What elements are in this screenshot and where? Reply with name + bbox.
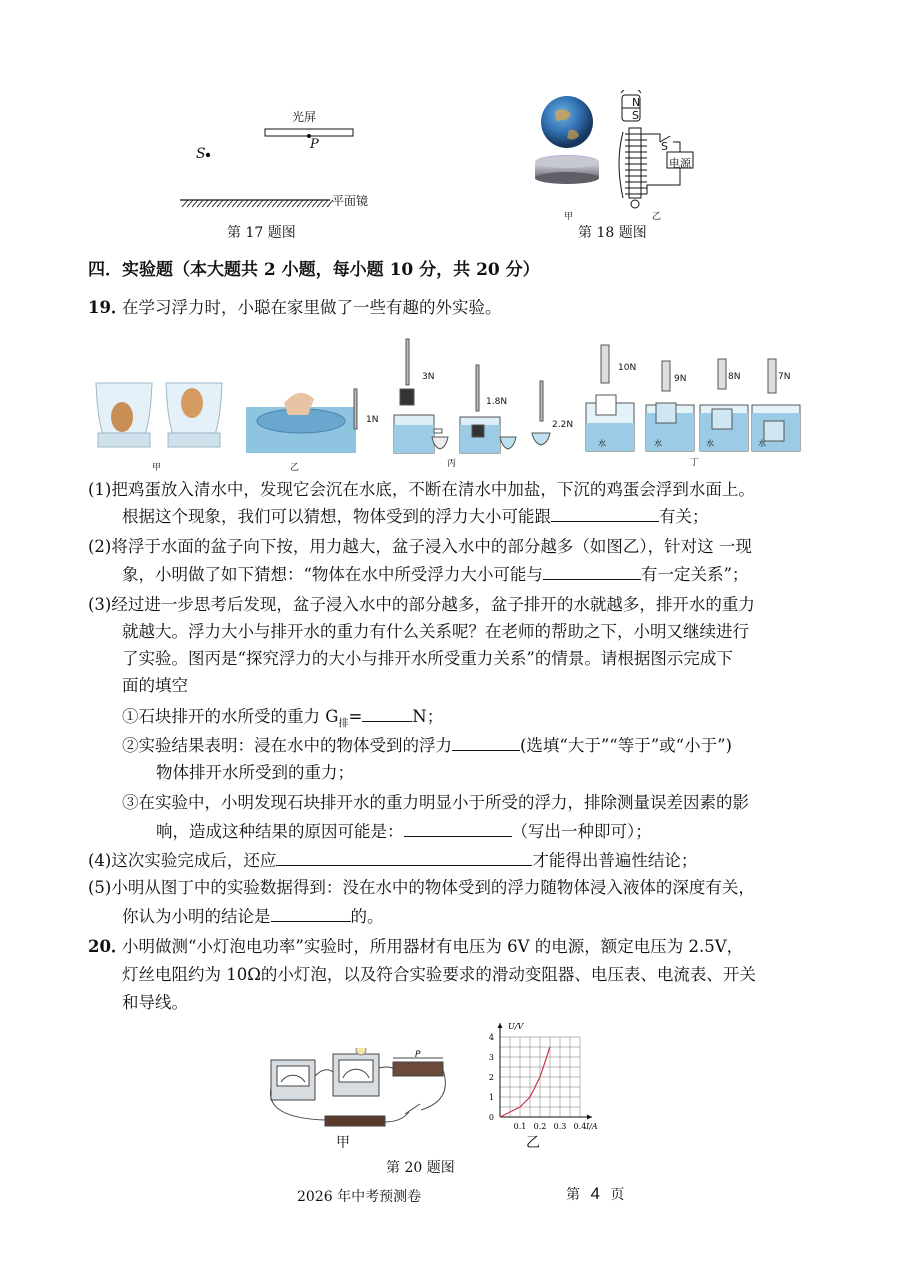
figure-18-caption: 第 18 题图	[578, 225, 647, 241]
q19-part3-line4: 面的填空	[122, 676, 188, 695]
bing-reading-2: 3N	[422, 372, 435, 382]
q20-line1: 小明做测“小灯泡电功率”实验时，所用器材有电压为 6V 的电源，额定电压为 2.5V，	[122, 937, 744, 956]
chart-labels	[508, 1022, 598, 1131]
ding-reading-2: 9N	[674, 374, 687, 384]
ui-curve	[500, 1047, 550, 1117]
figure-18-jia-label: 甲	[564, 212, 574, 222]
x-tick-label: 0.1	[513, 1122, 527, 1131]
x-tick-label: 0.3	[553, 1122, 567, 1131]
figure-18-yi-label: 乙	[652, 212, 662, 222]
bing-reading-3: 1.8N	[486, 397, 508, 407]
footer-page-number: 第 4 页	[566, 1184, 625, 1203]
ui-chart	[480, 1020, 605, 1135]
levitating-globe-photo	[535, 96, 599, 184]
mirror-hatching	[182, 200, 333, 207]
basin-photo	[246, 393, 356, 453]
magnet-s-label: S	[632, 109, 639, 122]
q19-part3-line3: 了实验。图丙是“探究浮力的大小与排开水所受重力关系”的情景。请根据图示完成下	[122, 649, 733, 668]
x-axis-arrow	[587, 1115, 592, 1120]
q19-sub1: ①石块排开的水所受的重力 $G_排= N$；	[122, 707, 444, 730]
water-label-1: 水	[598, 439, 606, 448]
q19-sub2-line2: 物体排开水所受到的重力；	[156, 763, 354, 782]
q20-line3: 和导线。	[122, 993, 188, 1012]
ding-reading-4: 7N	[778, 372, 791, 382]
electromagnet-circuit	[619, 90, 693, 208]
point-p-label: P	[310, 137, 319, 152]
q19-part3-line1: (3)经过进一步思考后发现，盆子浸入水中的部分越多，盆子排开的水就越多，排开水的重力	[88, 595, 755, 614]
bing-reading-1: 1N	[366, 415, 379, 425]
q19-part2-line1: (2)将浮于水面的盆子向下按，用力越大，盆子浸入水中的部分越多（如图乙），针对这 一现	[88, 537, 752, 556]
q20-line2: 灯丝电阻约为 10Ω的小灯泡，以及符合实验要求的滑动变阻器、电压表、电流表、开关	[122, 965, 756, 984]
y-tick-label: 1	[488, 1093, 494, 1102]
answer-blank-1[interactable]	[551, 505, 659, 522]
water-label-4: 水	[758, 439, 766, 448]
bing-reading-4: 2.2N	[552, 420, 574, 430]
fig19-yi-label: 乙	[290, 463, 300, 473]
answer-blank-7[interactable]	[271, 905, 351, 922]
water-label-2: 水	[654, 439, 662, 448]
figure-17-caption: 第 17 题图	[227, 225, 296, 241]
q19-sub3-line1: ③在实验中，小明发现石块排开水的重力明显小于所受的浮力，排除测量误差因素的影	[122, 793, 749, 812]
switch-s-label: S	[661, 140, 668, 153]
q19-part3-line2: 就越大。浮力大小与排开水的重力有什么关系呢？在老师的帮助之下，小明又继续进行	[122, 622, 749, 641]
fig19-bing-label: 丙	[447, 459, 457, 469]
q20-number: 20．	[88, 937, 128, 956]
water-label-3: 水	[706, 439, 714, 448]
q19-sub3-line2: 响，造成这种结果的原因可能是： （写出一种即可）；	[156, 822, 652, 841]
y-axis-label: U/V	[508, 1022, 524, 1031]
x-axis-label: I/A	[586, 1122, 598, 1131]
q19-part5-line1: (5)小明从图丁中的实验数据得到：没在水中的物体受到的浮力随物体浸入液体的深度有关，	[88, 878, 755, 897]
figure-20-yi-label: 乙	[526, 1135, 540, 1151]
q19-number: 19．	[88, 298, 128, 317]
x-tick-label: 0.4	[573, 1122, 587, 1131]
slider-p-label: P	[415, 1050, 421, 1060]
figure-20-caption: 第 20 题图	[386, 1160, 455, 1176]
power-supply-label: 电源	[669, 157, 691, 170]
answer-blank-4[interactable]	[452, 734, 520, 751]
magnet-n-label: N	[632, 96, 641, 109]
y-axis-arrow	[498, 1023, 503, 1028]
answer-blank-2[interactable]	[543, 563, 641, 580]
ding-reading-3: 8N	[728, 372, 741, 382]
section-4-title: 四．实验题（本大题共 2 小题，每小题 10 分，共 20 分）	[88, 260, 540, 280]
chart-series	[500, 1047, 550, 1117]
figure-20-circuit	[265, 1048, 455, 1136]
q19-stem: 在学习浮力时，小聪在家里做了一些有趣的外实验。	[122, 298, 502, 317]
answer-blank-3[interactable]	[362, 705, 412, 722]
footer-exam-title: 2026 年中考预测卷	[297, 1189, 422, 1205]
ding-reading-1: 10N	[618, 363, 637, 373]
egg-glass-right	[166, 383, 222, 447]
answer-blank-6[interactable]	[276, 849, 532, 866]
figure-20-jia-label: 甲	[336, 1135, 350, 1151]
answer-blank-5[interactable]	[404, 820, 512, 837]
mirror-label: 平面镜	[332, 194, 369, 208]
screen-label: 光屏	[292, 110, 317, 124]
ding-experiment	[586, 345, 800, 451]
chart-axes	[498, 1023, 593, 1120]
egg-glass-left	[96, 383, 152, 447]
q19-sub2-line1: ②实验结果表明：浸在水中的物体受到的浮力 (选填“大于”“等于”或“小于”)	[122, 736, 732, 755]
q19-part2-line2: 象，小明做了如下猜想：“物体在水中所受浮力大小可能与 有一定关系”；	[122, 565, 749, 584]
q19-part4: (4)这次实验完成后，还应 才能得出普遍性结论；	[88, 851, 698, 870]
fig19-ding-label: 丁	[690, 458, 700, 468]
y-tick-label: 3	[488, 1053, 494, 1062]
q19-part1-line2: 根据这个现象，我们可以猜想，物体受到的浮力大小可能跟 有关；	[122, 507, 709, 526]
y-tick-label: 0	[488, 1113, 494, 1122]
y-tick-label: 2	[488, 1073, 494, 1082]
bing-experiment	[354, 339, 550, 453]
figure-19-diagram	[88, 325, 808, 470]
source-s-label: S	[196, 146, 206, 162]
q19-part1-line1: (1)把鸡蛋放入清水中，发现它会沉在水底，不断在清水中加盐，下沉的鸡蛋会浮到水面上。	[88, 480, 755, 499]
fig19-jia-label: 甲	[152, 463, 162, 473]
y-tick-label: 4	[488, 1033, 494, 1042]
source-s-dot	[206, 153, 210, 157]
x-tick-label: 0.2	[533, 1122, 547, 1131]
q19-part5-line2: 你认为小明的结论是 的。	[122, 907, 384, 926]
